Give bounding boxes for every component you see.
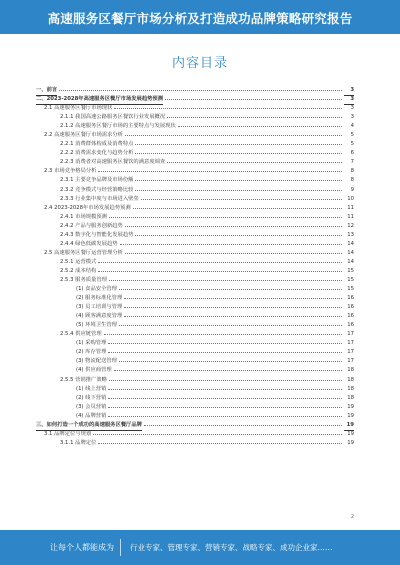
toc-entry-page: 3 [350, 114, 354, 121]
toc-entry-page: 3 [344, 86, 354, 96]
toc-entry-page: 17 [347, 358, 354, 365]
toc-entry[interactable] [36, 213, 354, 222]
toc-entry[interactable] [36, 294, 354, 303]
toc-entry[interactable] [36, 430, 354, 439]
toc-entry[interactable] [36, 131, 354, 140]
toc-entry[interactable] [36, 240, 354, 249]
toc-entry[interactable] [36, 321, 354, 330]
toc-entry[interactable] [36, 267, 354, 276]
toc-leader-dots [133, 208, 342, 209]
toc-entry[interactable] [36, 104, 354, 113]
toc-leader-dots [167, 117, 342, 118]
toc-leader-dots [124, 298, 342, 299]
toc-entry[interactable] [36, 113, 354, 122]
toc-entry-label: (2) 线下营销 [76, 394, 107, 401]
toc-entry-page: 19 [347, 412, 354, 419]
toc-entry[interactable] [36, 439, 354, 448]
toc-entry[interactable] [36, 176, 354, 185]
page-number: 2 [350, 514, 354, 520]
toc-entry[interactable] [36, 421, 354, 430]
toc-entry-label: (1) 采购管理 [76, 340, 107, 347]
toc-leader-dots [108, 352, 342, 353]
toc-entry-label: 2.1.2 高速服务区餐厅市场的主要特点与发展现状 [60, 123, 176, 130]
toc-entry[interactable] [36, 122, 354, 131]
toc-entry-page: 19 [347, 439, 354, 446]
toc-entry[interactable] [36, 403, 354, 412]
toc-entry-page: 18 [347, 394, 354, 401]
toc-leader-dots [165, 99, 342, 100]
footer-banner [0, 530, 400, 565]
toc-entry-page: 14 [347, 249, 354, 256]
toc-leader-dots [124, 307, 342, 308]
toc-entry-label: 2.3.2 竞争模式与经营策略比较 [60, 186, 134, 193]
toc-entry-label: 一、前言 [36, 86, 57, 96]
toc-entry[interactable] [36, 312, 354, 321]
toc-entry[interactable] [36, 330, 354, 339]
toc-entry-label: (4) 供应商管理 [76, 367, 112, 374]
toc-entry-page: 16 [347, 322, 354, 329]
toc-entry-page: 15 [347, 267, 354, 274]
toc-entry-page: 6 [350, 150, 354, 157]
toc-entry-label: 2.5.2 成本结构 [60, 267, 97, 274]
toc-entry-label: 2.4.2 产品与服务创新趋势 [60, 222, 123, 229]
toc-entry-page: 8 [350, 177, 354, 184]
toc-entry-label: (2) 库存管理 [76, 349, 107, 356]
toc-entry-label: 2.5.5 营销推广策略 [60, 376, 107, 383]
toc-entry-page: 16 [347, 313, 354, 320]
toc-entry-label: 2.2.2 消费需求变化与趋势分析 [60, 150, 134, 157]
toc-entry[interactable] [36, 385, 354, 394]
toc-entry-page: 15 [347, 276, 354, 283]
toc-entry-label: (1) 食品安全管理 [76, 286, 117, 293]
toc-entry[interactable] [36, 158, 354, 167]
footer-tagline: 行业专家、管理专家、营销专家、战略专家、成功企业家…… [130, 543, 333, 552]
toc-entry[interactable] [36, 231, 354, 240]
toc-leader-dots [125, 135, 342, 136]
toc-entry-page: 12 [347, 222, 354, 229]
toc-leader-dots [108, 407, 342, 408]
toc-entry-page: 11 [347, 204, 354, 211]
toc-entry-page: 19 [347, 430, 354, 437]
header-banner [0, 0, 400, 34]
toc-leader-dots [125, 226, 342, 227]
toc-entry[interactable] [36, 276, 354, 285]
report-title: 高速服务区餐厅市场分析及打造成功品牌策略研究报告 [47, 11, 353, 26]
toc-entry-page: 4 [350, 123, 354, 130]
toc-entry-label: (2) 服务标准化管理 [76, 295, 123, 302]
toc-leader-dots [109, 380, 342, 381]
toc-entry-label: 2.3.1 主要竞争品牌及市场份额 [60, 177, 134, 184]
toc-entry[interactable] [36, 339, 354, 348]
toc-entry[interactable] [36, 95, 354, 104]
toc-entry-label: 2.3 市场竞争格局分析 [44, 168, 97, 175]
toc-entry-page: 9 [350, 186, 354, 193]
toc-entry[interactable] [36, 376, 354, 385]
toc-entry[interactable] [36, 149, 354, 158]
toc-leader-dots [119, 289, 342, 290]
toc-entry-page: 14 [347, 258, 354, 265]
toc-leader-dots [59, 90, 342, 91]
toc-entry-label: 2.4 2023-2028年市场发展趋势预测 [44, 204, 131, 211]
toc-entry-page: 7 [350, 159, 354, 166]
toc-leader-dots [135, 235, 342, 236]
toc-leader-dots [135, 190, 342, 191]
toc-entry[interactable] [36, 394, 354, 403]
toc-entry[interactable] [36, 86, 354, 95]
toc-entry[interactable] [36, 412, 354, 421]
toc-entry[interactable] [36, 285, 354, 294]
toc-entry-page: 14 [347, 240, 354, 247]
toc-entry-page: 18 [347, 367, 354, 374]
toc-entry-page: 8 [350, 168, 354, 175]
toc-entry-page: 3 [350, 105, 354, 112]
toc-leader-dots [119, 325, 342, 326]
toc-entry-label: 2.2 高速服务区餐厅市场需求分析 [44, 132, 123, 139]
toc-entry-page: 18 [347, 385, 354, 392]
toc-leader-dots [124, 316, 342, 317]
toc-entry-label: 3.1.1 品牌定位 [60, 439, 97, 446]
toc-leader-dots [114, 370, 342, 371]
toc-entry-label: 2.1.1 我国高速公路服务区餐饮行业发展概况 [60, 114, 166, 121]
toc-leader-dots [108, 389, 342, 390]
toc-entry-label: 3.1 品牌定位与规划 [44, 430, 92, 437]
toc-entry-label: (4) 品牌营销 [76, 412, 107, 419]
toc-entry-page: 19 [344, 421, 354, 431]
toc-entry[interactable] [36, 222, 354, 231]
toc-leader-dots [135, 180, 342, 181]
toc-entry-label: 2.4.3 数字化与智能化发展趋势 [60, 231, 134, 238]
toc-entry-label: 2.3.3 行业集中度与市场进入壁垒 [60, 195, 139, 202]
toc-entry-page: 18 [347, 376, 354, 383]
toc-leader-dots [98, 271, 342, 272]
toc-entry-label: 2.5.3 服务质量管理 [60, 276, 107, 283]
toc-entry-page: 17 [347, 349, 354, 356]
toc-leader-dots [125, 253, 342, 254]
toc-leader-dots [108, 343, 342, 344]
toc-leader-dots [135, 153, 342, 154]
toc-entry-label: (1) 线上营销 [76, 385, 107, 392]
toc-entry-label: 2.5.4 供应链管理 [60, 331, 102, 338]
toc-entry[interactable] [36, 204, 354, 213]
toc-entry[interactable] [36, 303, 354, 312]
toc-leader-dots [144, 425, 342, 426]
toc-entry-page: 3 [344, 95, 354, 105]
toc-leader-dots [104, 334, 342, 335]
footer-divider [120, 539, 121, 556]
toc-leader-dots [119, 361, 342, 362]
toc-entry-page: 16 [347, 295, 354, 302]
toc-entry-page: 16 [347, 304, 354, 311]
toc-entry-label: 2.1 高速服务区餐厅市场现状 [44, 105, 113, 112]
toc-entry-page: 15 [347, 286, 354, 293]
toc-leader-dots [109, 217, 342, 218]
toc-entry-label: 2.5.1 运营模式 [60, 258, 97, 265]
toc-leader-dots [120, 244, 342, 245]
toc-entry[interactable] [36, 186, 354, 195]
footer-slogan: 让每个人都能成为 [50, 543, 114, 552]
toc-entry-page: 5 [350, 132, 354, 139]
toc-leader-dots [93, 434, 342, 435]
toc-entry-label: 2.5 高速服务区餐厅运营管理分析 [44, 249, 123, 256]
toc-leader-dots [114, 108, 342, 109]
toc-entry-label: 2.4.4 绿色低碳发展趋势 [60, 240, 118, 247]
toc-entry-page: 13 [347, 231, 354, 238]
toc-entry[interactable] [36, 167, 354, 176]
toc-leader-dots [108, 416, 342, 417]
toc-entry-label: 二、2023-2028年高速服务区餐厅市场发展趋势预测 [36, 95, 163, 105]
toc-entry-label: (3) 会员营销 [76, 403, 107, 410]
toc-leader-dots [167, 162, 342, 163]
toc-entry-page: 11 [347, 213, 354, 220]
toc-leader-dots [108, 398, 342, 399]
toc-leader-dots [178, 126, 342, 127]
toc-heading: 内容目录 [171, 56, 228, 71]
toc-entry-page: 17 [347, 331, 354, 338]
toc-entry-page: 10 [347, 195, 354, 202]
toc-entry[interactable] [36, 195, 354, 204]
toc-entry[interactable] [36, 249, 354, 258]
toc-entry-label: (3) 员工培训与管理 [76, 304, 123, 311]
toc-leader-dots [98, 262, 342, 263]
toc-entry-label: (3) 物流配送管理 [76, 358, 117, 365]
toc-entry-page: 5 [350, 141, 354, 148]
toc-leader-dots [109, 280, 342, 281]
toc-entry[interactable] [36, 357, 354, 366]
toc-leader-dots [135, 144, 342, 145]
table-of-contents [36, 86, 354, 448]
toc-entry-label: 2.4.1 市场规模预测 [60, 213, 107, 220]
toc-leader-dots [98, 443, 342, 444]
toc-entry[interactable] [36, 366, 354, 375]
toc-entry[interactable] [36, 348, 354, 357]
toc-entry-label: (5) 环境卫生管理 [76, 322, 117, 329]
toc-entry-page: 17 [347, 340, 354, 347]
toc-entry-label: (4) 顾客满意度管理 [76, 313, 123, 320]
toc-entry-label: 2.2.3 消费者对高速服务区餐饮的满意度调查 [60, 159, 166, 166]
toc-entry-label: 2.2.1 消费群体构成及消费特点 [60, 141, 134, 148]
toc-leader-dots [141, 199, 342, 200]
toc-entry-label: 三、如何打造一个成功的高速服务区餐厅品牌 [36, 421, 142, 431]
toc-leader-dots [98, 171, 342, 172]
toc-entry-page: 19 [347, 403, 354, 410]
toc-entry[interactable] [36, 258, 354, 267]
toc-entry[interactable] [36, 140, 354, 149]
